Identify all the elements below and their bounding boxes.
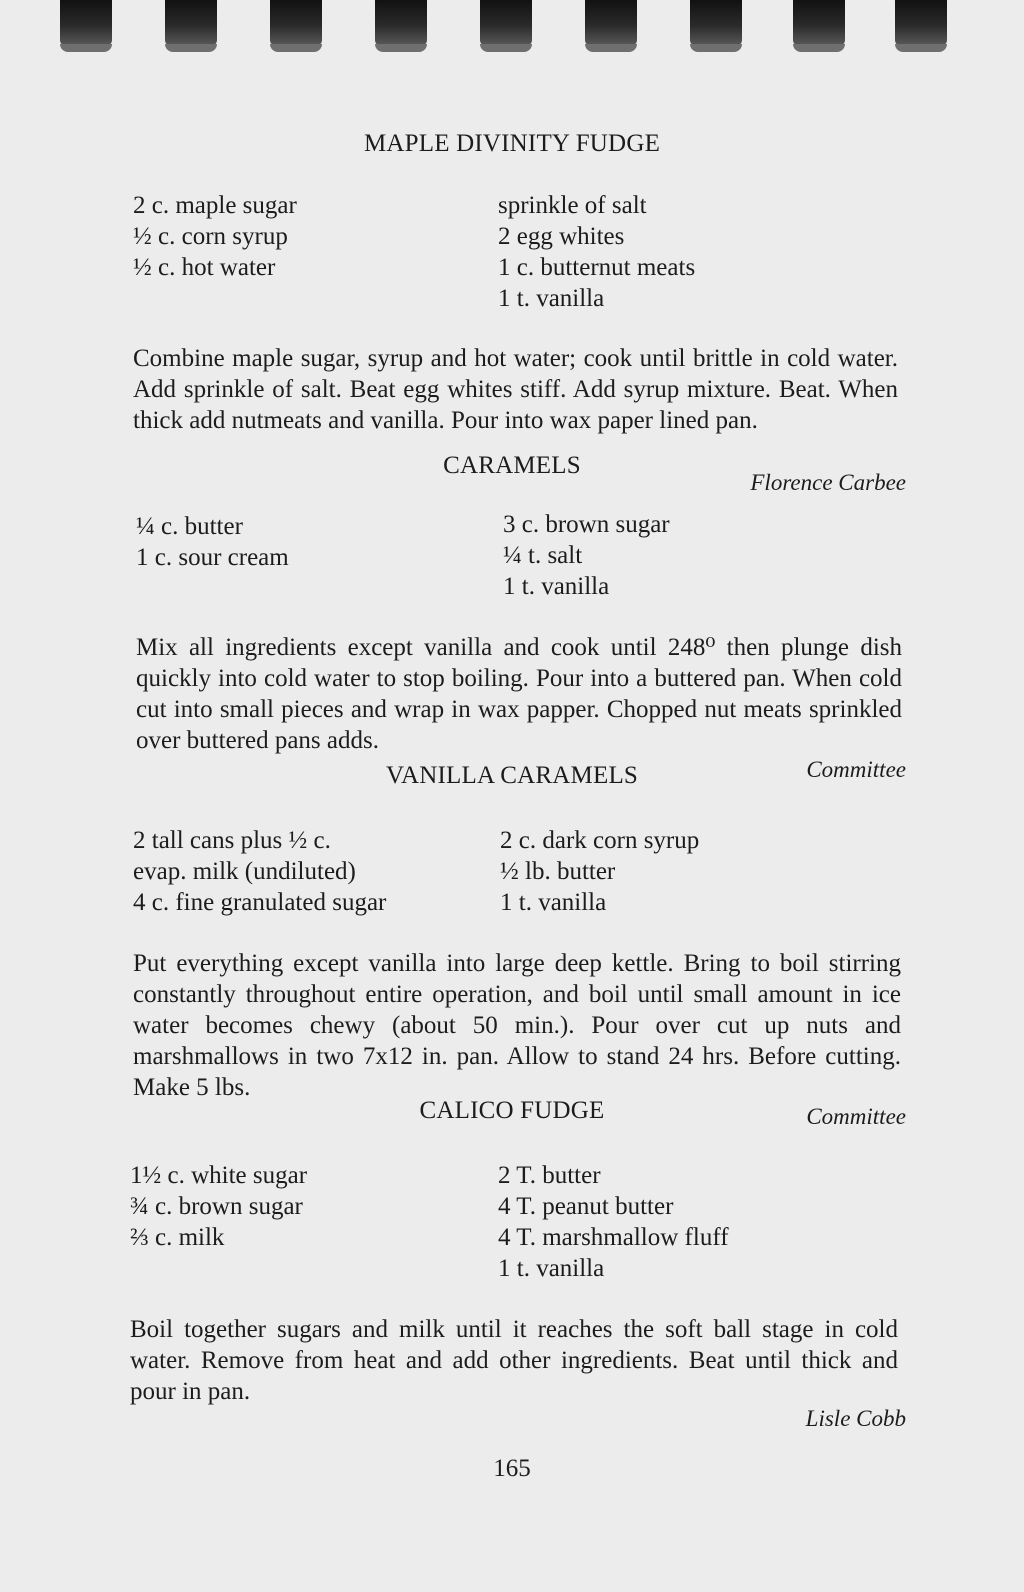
ingredient: ¼ t. salt xyxy=(503,542,583,569)
recipe-credit: Committee xyxy=(806,1104,906,1129)
recipe-title: MAPLE DIVINITY FUDGE xyxy=(363,130,661,157)
ingredient: ¼ c. butter xyxy=(136,513,243,540)
recipe-credit: Lisle Cobb xyxy=(805,1406,906,1431)
ingredient-list-left xyxy=(133,825,386,918)
ingredient-list-right xyxy=(498,190,695,314)
recipe-directions: Boil together sugars and milk until it reaches the soft ball stage in cold water. Remove from heat and add other ingredients. Beat until thick and pour in pan. xyxy=(130,1316,898,1405)
ingredient-list-left xyxy=(136,511,289,573)
recipe-directions: Combine maple sugar, syrup and hot water; cook until brittle in cold water. Add sprinkle of salt. Beat egg whites stiff. Add syrup mixture. Beat. When thick add nutmeats and vanilla. Pour into wax paper lined pan. xyxy=(133,345,898,434)
ingredient: 1 t. vanilla xyxy=(498,285,605,312)
binding-ring-icon xyxy=(793,0,845,46)
ingredient: 4 T. peanut butter xyxy=(498,1193,674,1220)
ingredient: ½ lb. butter xyxy=(500,858,616,885)
ingredient-list-left xyxy=(130,1160,307,1253)
recipe-title: CARAMELS xyxy=(443,452,581,479)
binding-ring-icon xyxy=(375,0,427,46)
ingredient: 1½ c. white sugar xyxy=(130,1162,308,1189)
ingredient-list-right xyxy=(500,825,699,918)
ingredient: ½ c. hot water xyxy=(133,254,276,281)
ingredient: evap. milk (undiluted) xyxy=(133,858,356,885)
recipe-credit: Florence Carbee xyxy=(750,470,906,495)
ingredient: 2 egg whites xyxy=(498,223,625,250)
spiral-binding xyxy=(0,0,1024,58)
ingredient: 2 c. dark corn syrup xyxy=(500,827,700,854)
ingredient: 1 t. vanilla xyxy=(503,573,610,600)
ingredient: 4 T. marshmallow fluff xyxy=(498,1224,729,1251)
ingredient: 2 tall cans plus ½ c. xyxy=(133,827,331,854)
ingredient: 2 c. maple sugar xyxy=(133,192,297,219)
binding-ring-icon xyxy=(480,0,532,46)
ingredient-list-left xyxy=(133,190,297,283)
ingredient: 1 t. vanilla xyxy=(498,1255,605,1282)
ingredient: 1 c. sour cream xyxy=(136,544,289,571)
binding-ring-icon xyxy=(585,0,637,46)
recipe-directions: Mix all ingredients except vanilla and cook until 248⁰ then plunge dish quickly into cold water to stop boiling. Pour into a buttered pan. When cold cut into small pieces and wrap in wax papper. Chopped nut meats sprinkled over buttered pans adds. xyxy=(136,634,902,754)
ingredient: ½ c. corn syrup xyxy=(133,223,288,250)
ingredient: sprinkle of salt xyxy=(498,192,647,219)
ingredient: 4 c. fine granulated sugar xyxy=(133,889,387,916)
ingredient-list-right xyxy=(498,1160,729,1284)
ingredient: ¾ c. brown sugar xyxy=(130,1193,303,1220)
ingredient: 3 c. brown sugar xyxy=(503,511,670,538)
binding-ring-icon xyxy=(895,0,947,46)
ingredient: ⅔ c. milk xyxy=(130,1224,225,1251)
binding-ring-icon xyxy=(165,0,217,46)
page-number: 165 xyxy=(493,1455,531,1482)
recipe-credit: Committee xyxy=(806,757,906,782)
binding-ring-icon xyxy=(690,0,742,46)
recipe-title: VANILLA CARAMELS xyxy=(385,762,639,789)
recipe-directions: Put everything except vanilla into large deep kettle. Bring to boil stirring constantly throughout entire operation, and boil until small amount in ice water becomes chewy (about 50 min.). Pour over cut up nuts and marshmallows in two 7x12 in. pan. Allow to stand 24 hrs. Before cutting. Make 5 lbs. xyxy=(133,950,901,1101)
recipe-title: CALICO FUDGE xyxy=(419,1097,605,1124)
ingredient: 1 c. butternut meats xyxy=(498,254,696,281)
ingredient: 1 t. vanilla xyxy=(500,889,607,916)
binding-ring-icon xyxy=(270,0,322,46)
ingredient: 2 T. butter xyxy=(498,1162,601,1189)
ingredient-list-right xyxy=(503,509,670,602)
binding-ring-icon xyxy=(60,0,112,46)
